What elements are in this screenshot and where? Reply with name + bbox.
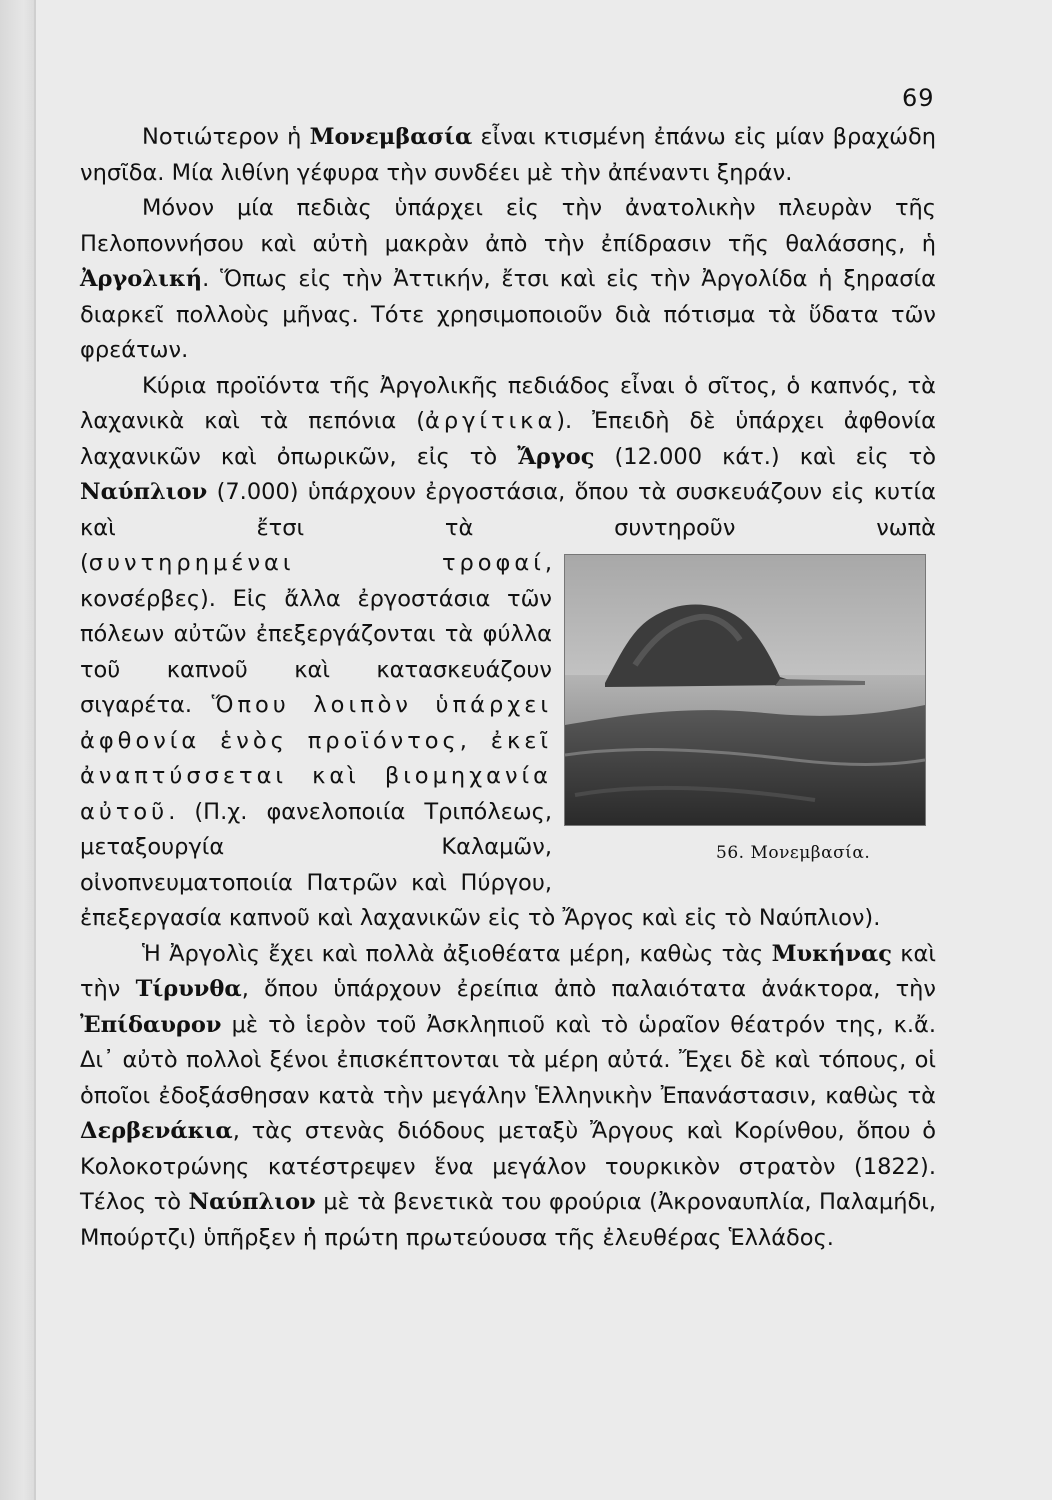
spaced-term: Ὅπου λοιπὸν ὑπάρχει ἀφθονία ἑνὸς προϊόντος, ἐκεῖ ἀναπτύσσεται καὶ βιομηχανία αὐτοῦ: [80, 692, 552, 825]
place-name: Δερβενάκια: [80, 1118, 233, 1144]
text-run: Ἡ Ἀργολὶς ἔχει καὶ πολλὰ ἀξιοθέατα μέρη, καθὼς τὰς: [142, 940, 772, 967]
body-text: [80, 120, 936, 1256]
place-name: Ἄργος: [517, 443, 595, 470]
text-run: (7.000) ὑπάρχουν ἐργοστάσια, ὅπου τὰ συσκευάζουν εἰς κυτία καὶ ἔτσι τὰ συντηροῦν νωπὰ (: [80, 479, 936, 576]
text-run: Κύρια προϊόντα τῆς Ἀργολικῆς πεδιάδος εἶναι ὁ σῖτος, ὁ καπνός, τὰ λαχανικὰ καὶ τὰ πεπόνια (: [80, 372, 936, 434]
spaced-term: συντηρημέναι τροφαί: [88, 550, 545, 576]
rock-photo-icon: [565, 555, 925, 825]
place-name: Ναύπλιον: [188, 1189, 316, 1215]
place-name: Τίρυνθα: [135, 976, 242, 1002]
place-name: Ἀργολική: [80, 266, 203, 292]
text-run: ). Ἐπειδὴ δὲ ὑπάρχει ἀφθονία λαχανικῶν καὶ ὀπωρικῶν, εἰς τὸ: [80, 408, 936, 470]
text-run: Μόνον μία πεδιὰς ὑπάρχει εἰς τὴν ἀνατολικὴν πλευρὰν τῆς Πελοποννήσου καὶ αὐτὴ μακρὰν ἀπὸ τὴν ἐπίδρασιν τῆς θαλάσσης, ἡ: [80, 195, 936, 257]
text-run: , κονσέρβες). Εἰς ἄλλα ἐργοστάσια τῶν πόλεων αὐτῶν ἐπεξεργάζονται τὰ φύλλα τοῦ καπνοῦ καὶ κατασκευάζουν σιγαρέτα.: [80, 550, 552, 718]
text-run: μὲ τὸ ἱερὸν τοῦ Ἀσκληπιοῦ καὶ τὸ ὡραῖον θέατρόν της, κ.ἄ. Δι᾿ αὐτὸ πολλοὶ ξένοι ἐπισκέπτονται τὰ μέρη αὐτά. Ἔχει δὲ καὶ τόπους, οἱ ὁποῖοι ἐδοξάσθησαν κατὰ τὴν μεγάλην Ἑλληνικὴν Ἐπανάστασιν, καθὼς τὰ: [80, 1011, 936, 1109]
figure-monemvasia: [564, 554, 936, 888]
text-run: εἶναι κτισμένη ἐπάνω εἰς μίαν βραχώδη νησῖδα. Μία λιθίνη γέφυρα τὴν συνδέει μὲ τὴν ἀπέναντι ξηράν.: [80, 124, 936, 186]
page-gutter: [0, 0, 36, 1500]
place-name: Ναύπλιον: [80, 479, 208, 505]
paragraph-argolis-plain: [80, 191, 936, 369]
page-number: 69: [902, 84, 935, 112]
paragraph-sights: [80, 937, 936, 1257]
paragraph-monemvasia: [80, 120, 936, 191]
place-name: Μυκήνας: [771, 940, 892, 967]
text-run: , ὅπου ὑπάρχουν ἐρείπια ἀπὸ παλαιότατα ἀνάκτορα, τὴν: [241, 976, 936, 1002]
text-run: μὲ τὰ βενετικὰ του φρούρια (Ἀκροναυπλία, Παλαμήδι, Μπούρτζι) ὑπῆρξεν ἡ πρώτη πρωτεύουσα τῆς ἐλευθέρας Ἑλλάδος.: [80, 1189, 936, 1251]
text-run: καὶ τὴν: [80, 940, 936, 1002]
text-run: (12.000 κάτ.) καὶ εἰς τὸ: [594, 443, 936, 470]
spaced-term: ἀργίτικα: [424, 408, 557, 434]
figure-caption: 56. Μονεμβασία.: [716, 843, 871, 863]
text-run: , τὰς στενὰς διόδους μεταξὺ Ἄργους καὶ Κορίνθου, ὅπου ὁ Κολοκοτρώνης κατέστρεψεν ἕνα μεγάλον τουρκικὸν στρατὸν (1822). Τέλος τὸ: [80, 1118, 936, 1215]
paragraph-products: [80, 369, 936, 937]
photo-frame: [564, 554, 926, 826]
text-run: Νοτιώτερον ἡ: [142, 124, 310, 150]
place-name: Μονεμβασία: [309, 124, 473, 150]
text-run: . Ὅπως εἰς τὴν Ἀττικήν, ἔτσι καὶ εἰς τὴν Ἀργολίδα ἡ ξηρασία διαρκεῖ πολλοὺς μῆνας. Τότε χρησιμοποιοῦν διὰ πότισμα τὰ ὕδατα τῶν φρεάτων.: [80, 266, 936, 363]
text-run: . (Π.χ. φανελοποιία Τριπόλεως, μεταξουργία Καλαμῶν, οἰνοπνευματοποιία Πατρῶν καὶ Πύργου, ἐπεξεργασία καπνοῦ καὶ λαχανικῶν εἰς τὸ Ἄργος καὶ εἰς τὸ Ναύπλιον).: [80, 798, 881, 931]
place-name: Ἐπίδαυρον: [80, 1011, 222, 1038]
